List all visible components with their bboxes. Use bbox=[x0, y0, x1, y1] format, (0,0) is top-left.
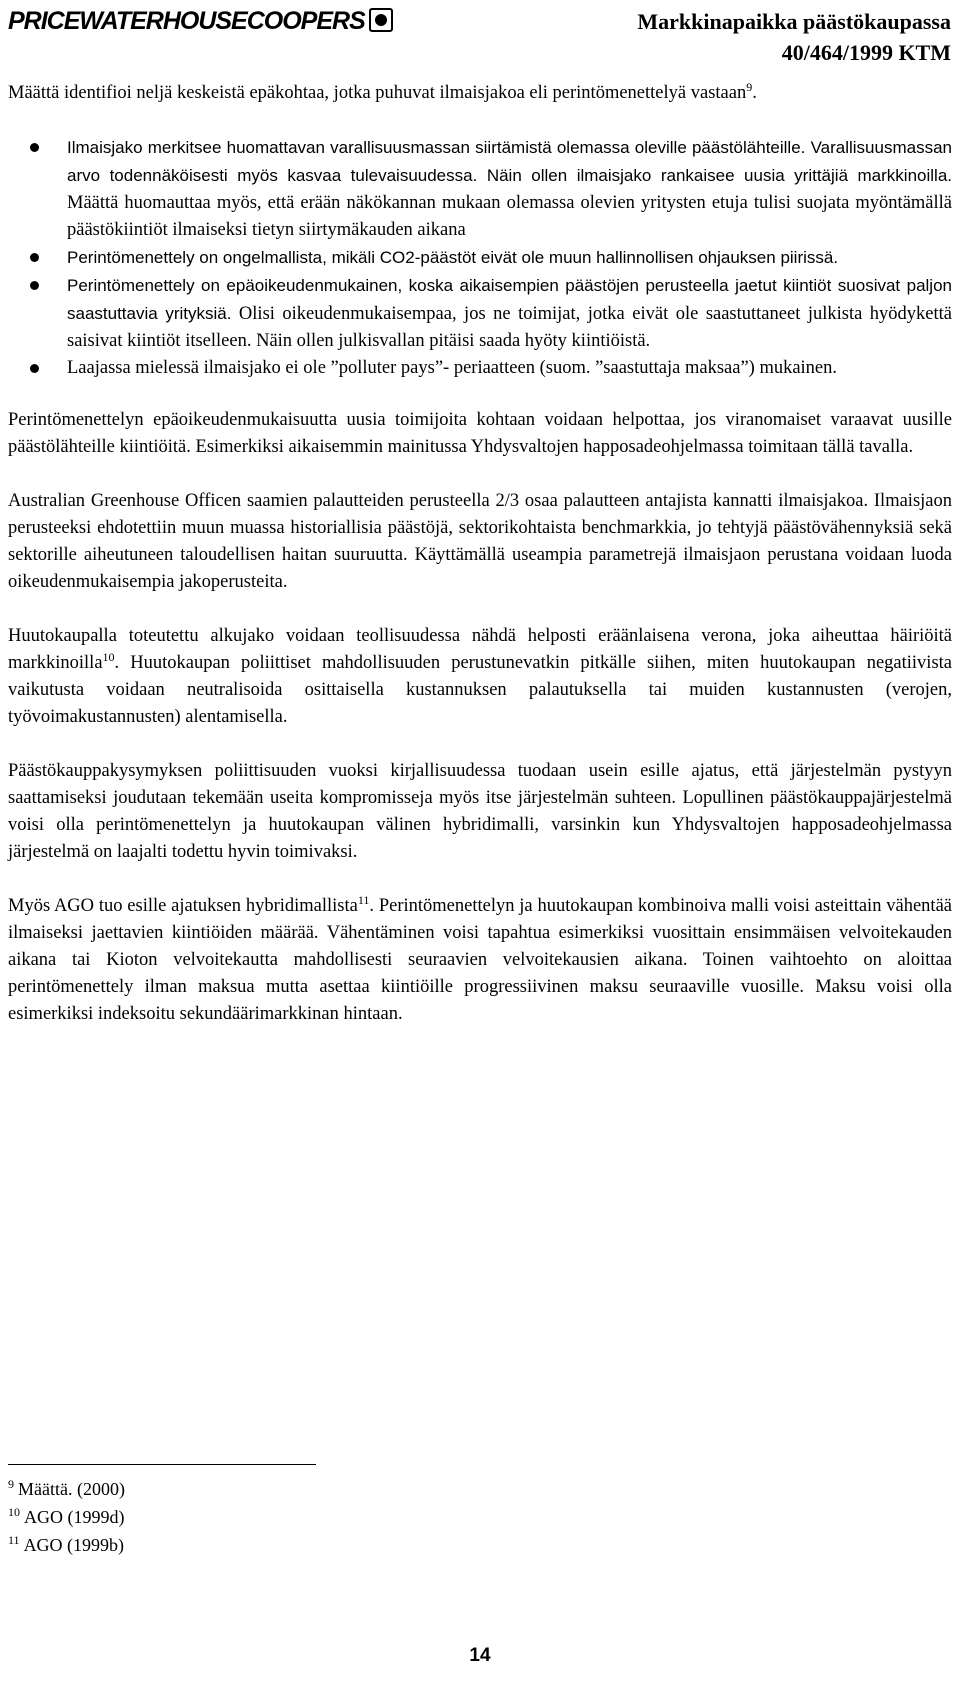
footnote-ref-10: 10 bbox=[102, 649, 115, 664]
page-header bbox=[0, 0, 960, 70]
paragraph: Myös AGO tuo esille ajatuksen hybridimallista$^{11}$. Perintömenettelyn ja huutokaupan kombinoiva malli voisi asteittain vähentää ilmaiseksi jaettavien kiintiöiden määrää. Vähentäminen voisi tapahtua esimerkiksi vuosittain ensimmäisen velvoitekauden aikana tai Kioton velvoitekautta mahdollisesti seuraavien velvoitekausien aikana. Toinen vaihtoehto on aloittaa perintömenettely ilman maksua mutta asettaa kiintiöille progressiivinen maksu seuraaville vuosille. Maksu voisi olla esimerkiksi indeksoitu sekundäärimarkkinan hintaan. bbox=[8, 892, 952, 1024]
footnote: $^{11}$ AGO (1999b) bbox=[8, 1533, 125, 1555]
footnote-ref-9: 9 bbox=[746, 79, 753, 94]
document-title-line1: Markkinapaikka päästökaupassa bbox=[637, 9, 951, 34]
list-item: Perintömenettely on epäoikeudenmukainen, koska aikaisempien päästöjen perusteella jaetut kiintiöt suosivat paljon saastuttavia yrityksiä. Olisi oikeudenmukaisempaa, jos ne toimijat, jotka eivät ole saastuttaneet julkista hyödykettä saisivat kiintiöt itselleen. Näin ollen julkisvallan pitäisi saada hyöty kiintiöistä. bbox=[8, 272, 952, 355]
list-item: Perintömenettely on ongelmallista, mikäli CO2-päästöt eivät ole muun hallinnollisen ohjauksen piirissä. bbox=[8, 244, 952, 272]
issue-list bbox=[8, 134, 952, 382]
footnotes bbox=[8, 1475, 125, 1559]
intro-paragraph: Määttä identifioi neljä keskeistä epäkohtaa, jotka puhuvat ilmaisjakoa eli perintömenettelyä vastaan$^9$. bbox=[8, 79, 757, 103]
footnote: $^9$ Määttä. (2000) bbox=[8, 1477, 125, 1499]
page-body bbox=[8, 80, 952, 1055]
page-number: 14 bbox=[469, 1645, 491, 1666]
list-item: Ilmaisjako merkitsee huomattavan varallisuusmassan siirtämistä olemassa oleville päästölähteille. Varallisuusmassan arvo todennäköisesti myös kasvaa tulevaisuudessa. Näin ollen ilmaisjako rankaisee uusia yrittäjiä markkinoilla. Määttä huomauttaa myös, että erään näkökannan mukaan olemassa olevien yritysten etuja tulisi suojata myöntämällä päästökiintiöt ilmaiseksi tietyn siirtymäkauden aikana bbox=[8, 134, 952, 244]
paragraph: Australian Greenhouse Officen saamien palautteiden perusteella 2/3 osaa palautteen antajista kannatti ilmaisjakoa. Ilmaisjaon perusteeksi ehdotettiin muun muassa historiallisia päästöjä, sektorikohtaista benchmarkkia, jo tehtyjä päästövähennyksiä sekä sektorille aiheutuneen taloudellisen haitan suuruutta. Käyttämällä useampia parametrejä ilmaisjaon perustana voidaan luoda oikeudenmukaisempia jakoperusteita. bbox=[8, 491, 952, 592]
pricewaterhousecoopers-logo bbox=[8, 7, 393, 35]
paragraph: Päästökauppakysymyksen poliittisuuden vuoksi kirjallisuudessa tuodaan usein esille ajatus, että järjestelmän pystyyn saattamiseksi joudutaan tekemään useita kompromisseja myös itse järjestelmän suhteen. Lopullinen päästökauppajärjestelmä voisi olla perintömenettelyn ja huutokaupan välinen hybridimalli, varsinkin kun Yhdysvaltojen happosadeohjelmassa järjestelmä on laajalti todettu hyvin toimivaksi. bbox=[8, 761, 952, 862]
logo-text: PRICEWATERHOUSECOOPERS bbox=[8, 7, 365, 35]
paragraph: Huutokaupalla toteutettu alkujako voidaan teollisuudessa nähdä helposti eräänlaisena verona, joka aiheuttaa häiriöitä markkinoilla$^{10}$. Huutokaupan poliittiset mahdollisuuden perustunevatkin pitkälle siihen, miten huutokaupan negatiivista vaikutusta voidaan neutralisoida osittaisella kustannuksen palautuksella tai muiden kustannusten (verojen, työvoimakustannusten) alentamisella. bbox=[8, 626, 952, 727]
footnote: $^{10}$ AGO (1999d) bbox=[8, 1505, 125, 1527]
document-number: 40/464/1999 KTM bbox=[781, 40, 951, 65]
paragraph: Perintömenettelyn epäoikeudenmukaisuutta uusia toimijoita kohtaan voidaan helpottaa, jos viranomaiset varaavat uusille päästölähteille kiintiöitä. Esimerkiksi aikaisemmin mainitussa Yhdysvaltojen happosadeohjelmassa toimitaan tällä tavalla. bbox=[8, 410, 952, 457]
footnote-separator bbox=[8, 1464, 316, 1465]
footnote-ref-11: 11 bbox=[357, 892, 370, 907]
list-item: Laajassa mielessä ilmaisjako ei ole ”polluter pays”- periaatteen (suom. ”saastuttaja maksaa”) mukainen. bbox=[8, 355, 952, 382]
document-title bbox=[637, 6, 951, 68]
logo-mark-icon bbox=[369, 8, 393, 32]
